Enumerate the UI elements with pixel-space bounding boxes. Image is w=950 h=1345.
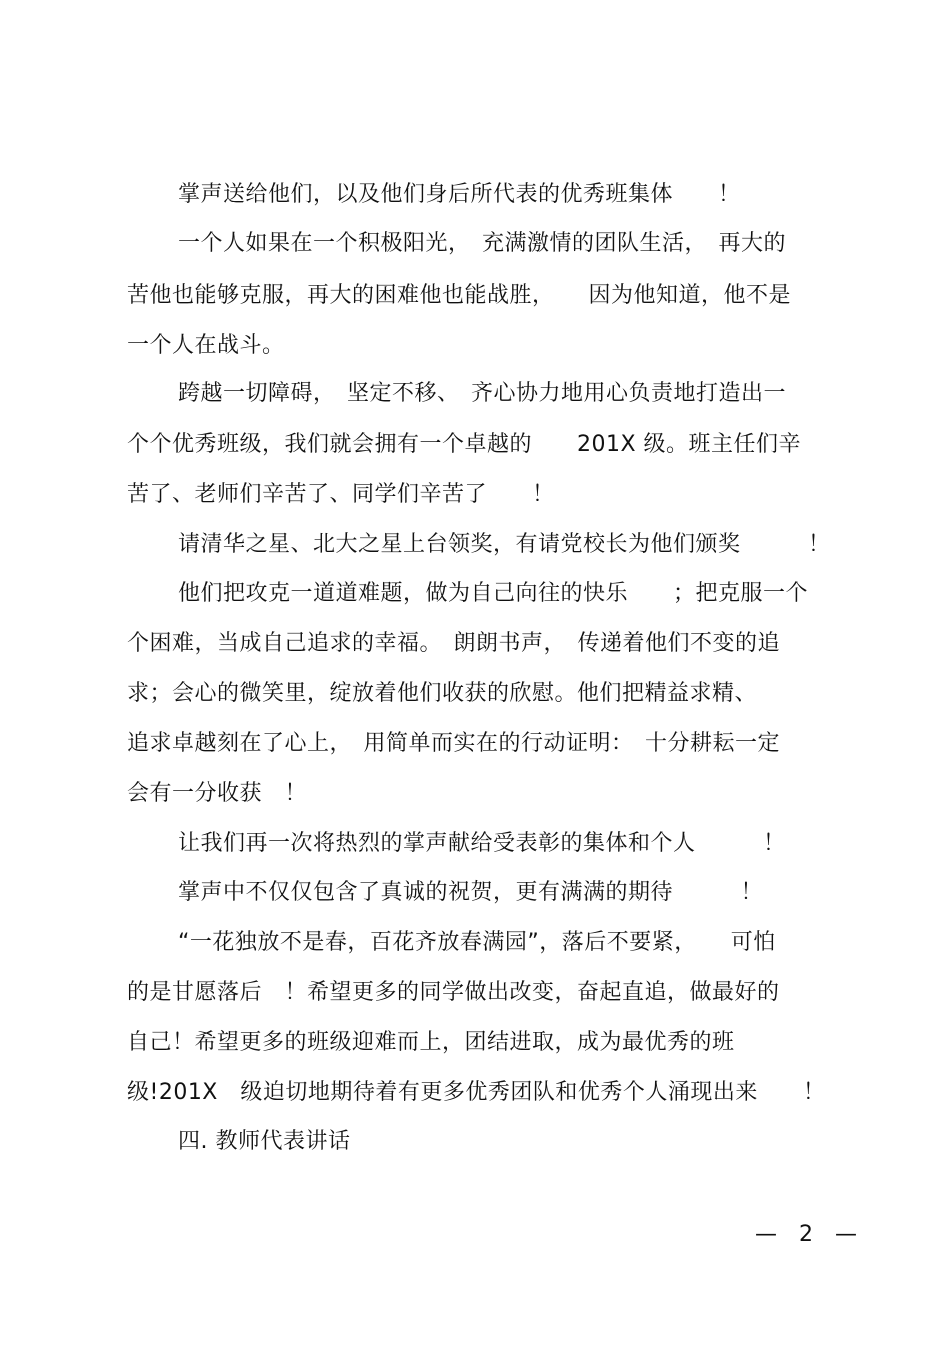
text-line: 他们把攻克一道道难题，做为自己向往的快乐 ；把克服一个 bbox=[178, 581, 809, 606]
section-heading: 四. 教师代表讲话 bbox=[178, 1129, 351, 1154]
text-line: 个困难，当成自己追求的幸福。 朗朗书声， 传递着他们不变的追 bbox=[127, 631, 781, 656]
text-line: 苦了、老师们辛苦了、同学们辛苦了 ！ bbox=[127, 482, 555, 507]
page-number: — 2 — bbox=[755, 1222, 857, 1247]
text-line: 掌声送给他们，以及他们身后所代表的优秀班集体 ！ bbox=[178, 182, 741, 207]
text-line: 的是甘愿落后 ！希望更多的同学做出改变，奋起直追，做最好的 bbox=[127, 980, 780, 1005]
text-line: 一个人在战斗。 bbox=[127, 333, 285, 358]
text-line: 苦他也能够克服，再大的困难他也能战胜， 因为他知道，他不是 bbox=[127, 283, 792, 308]
text-line: “一花独放不是春，百花齐放春满园”，落后不要紧， 可怕 bbox=[178, 930, 776, 955]
text-line: 掌声中不仅仅包含了真诚的祝贺，更有满满的期待 ！ bbox=[178, 880, 764, 905]
text-line: 让我们再一次将热烈的掌声献给受表彰的集体和个人 ！ bbox=[178, 831, 786, 856]
text-line: 一个人如果在一个积极阳光， 充满激情的团队生活， 再大的 bbox=[178, 231, 787, 256]
text-line: 求；会心的微笑里，绽放着他们收获的欣慰。他们把精益求精、 bbox=[127, 681, 758, 706]
text-line: 追求卓越刻在了心上， 用简单而实在的行动证明： 十分耕耘一定 bbox=[127, 731, 781, 756]
text-line: 级!201X 级迫切地期待着有更多优秀团队和优秀个人涌现出来 ！ bbox=[127, 1080, 826, 1105]
text-line: 会有一分收获 ！ bbox=[127, 781, 308, 806]
text-line: 请清华之星、北大之星上台领奖，有请党校长为他们颁奖 ！ bbox=[178, 532, 831, 557]
text-line: 自己！希望更多的班级迎难而上，团结进取，成为最优秀的班 bbox=[127, 1030, 735, 1055]
text-line: 跨越一切障碍， 坚定不移、 齐心协力地用心负责地打造出一 bbox=[178, 381, 787, 406]
text-line: 个个优秀班级，我们就会拥有一个卓越的 201X 级。班主任们辛 bbox=[127, 432, 802, 457]
